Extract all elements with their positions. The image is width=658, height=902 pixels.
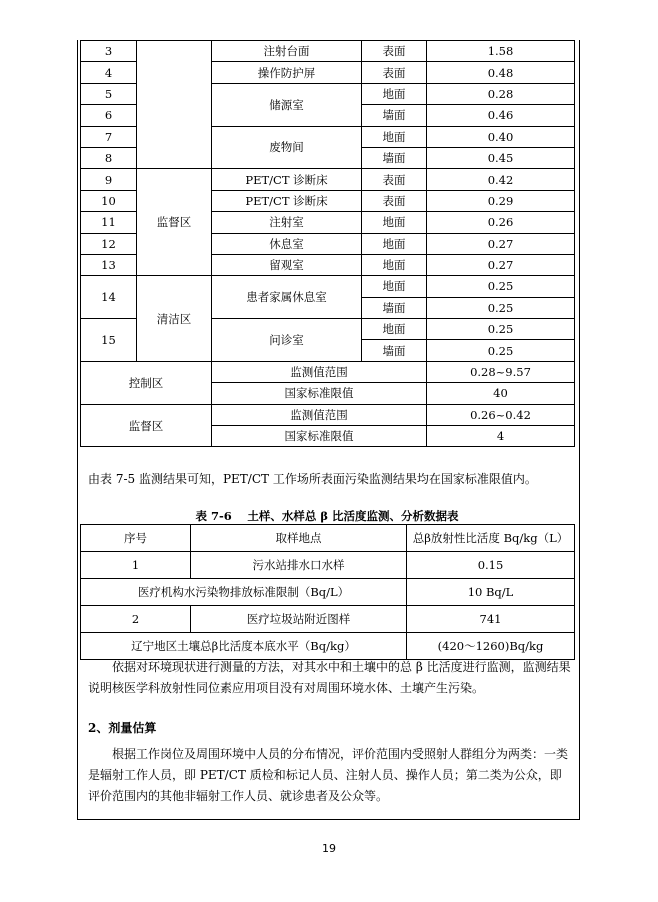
row-number: 12 — [81, 233, 137, 254]
summary-value: 40 — [427, 383, 575, 404]
value-cell: 1.58 — [427, 41, 575, 62]
value-cell: 0.46 — [427, 105, 575, 126]
standard-label: 医疗机构水污染物排放标准限制（Bq/L） — [81, 579, 407, 606]
surface-type-cell: 墙面 — [362, 105, 427, 126]
summary-zone-supervised: 监督区 — [81, 404, 212, 447]
surface-type-cell: 表面 — [362, 41, 427, 62]
surface-type-cell: 表面 — [362, 169, 427, 190]
header-row — [81, 525, 575, 552]
surface-type-cell: 墙面 — [362, 297, 427, 318]
summary-label: 监测值范围 — [212, 404, 427, 425]
location-cell: 操作防护屏 — [212, 62, 362, 83]
surface-type-cell: 地面 — [362, 254, 427, 275]
surface-type-cell: 表面 — [362, 62, 427, 83]
section-heading: 2、剂量估算 — [88, 721, 157, 735]
standard-label: 辽宁地区土壤总β比活度本底水平（Bq/kg） — [81, 633, 407, 660]
value-cell: 741 — [407, 606, 575, 633]
table-row — [81, 606, 575, 633]
surface-type-cell: 地面 — [362, 276, 427, 297]
row-number: 11 — [81, 212, 137, 233]
table-caption: 表 7-6 土样、水样总 β 比活度监测、分析数据表 — [195, 509, 459, 523]
zone-cell-supervised: 监督区 — [137, 169, 212, 276]
summary-row — [81, 361, 575, 382]
value-cell: 0.25 — [427, 276, 575, 297]
page-number: 19 — [322, 842, 336, 855]
value-cell: 0.25 — [427, 319, 575, 340]
row-number: 3 — [81, 41, 137, 62]
table-row — [81, 169, 575, 190]
value-cell: 0.27 — [427, 254, 575, 275]
summary-row — [81, 404, 575, 425]
value-cell: 0.28 — [427, 83, 575, 104]
row-number: 6 — [81, 105, 137, 126]
row-number: 15 — [81, 319, 137, 362]
value-cell: 0.29 — [427, 190, 575, 211]
summary-label: 国家标准限值 — [212, 426, 427, 447]
location-cell: 废物间 — [212, 126, 362, 169]
table-row — [81, 552, 575, 579]
surface-type-cell: 地面 — [362, 319, 427, 340]
row-number: 7 — [81, 126, 137, 147]
summary-label: 国家标准限值 — [212, 383, 427, 404]
value-cell: 0.27 — [427, 233, 575, 254]
surface-type-cell: 地面 — [362, 126, 427, 147]
surface-type-cell: 墙面 — [362, 147, 427, 168]
value-cell: 0.42 — [427, 169, 575, 190]
value-cell: (420～1260)Bq/kg — [407, 633, 575, 660]
summary-label: 监测值范围 — [212, 361, 427, 382]
header-value: 总β放射性比活度 Bq/kg（L） — [407, 525, 575, 552]
surface-type-cell: 地面 — [362, 212, 427, 233]
location-cell: 储源室 — [212, 83, 362, 126]
location-cell: PET/CT 诊断床 — [212, 169, 362, 190]
row-number: 14 — [81, 276, 137, 319]
value-cell: 0.26 — [427, 212, 575, 233]
row-number: 10 — [81, 190, 137, 211]
dose-paragraph: 根据工作岗位及周围环境中人员的分布情况，评价范围内受照射人群组分为两类：一类是辐射工作人员，即 PET/CT 质检和标记人员、注射人员、操作人员；第二类为公众，即评价范围内的其他非辐射工作人员、就诊患者及公众等。 — [88, 747, 569, 803]
conclusion-paragraph: 依据对环境现状进行测量的方法，对其水中和土壤中的总 β 比活度进行监测，监测结果说明核医学科放射性同位素应用项目没有对周围环境水体、土壤产生污染。 — [88, 660, 571, 695]
location-cell: 污水站排水口水样 — [191, 552, 407, 579]
value-cell: 0.25 — [427, 340, 575, 361]
row-number: 9 — [81, 169, 137, 190]
location-cell: 留观室 — [212, 254, 362, 275]
location-cell: 医疗垃圾站附近图样 — [191, 606, 407, 633]
table-row — [81, 41, 575, 62]
row-number: 2 — [81, 606, 191, 633]
location-cell: 患者家属休息室 — [212, 276, 362, 319]
location-cell: 休息室 — [212, 233, 362, 254]
table-row — [81, 579, 575, 606]
table-note: 由表 7-5 监测结果可知，PET/CT 工作场所表面污染监测结果均在国家标准限值内。 — [88, 472, 537, 486]
location-cell: 注射室 — [212, 212, 362, 233]
summary-value: 4 — [427, 426, 575, 447]
summary-value: 0.26~0.42 — [427, 404, 575, 425]
value-cell: 0.45 — [427, 147, 575, 168]
surface-type-cell: 墙面 — [362, 340, 427, 361]
row-number: 13 — [81, 254, 137, 275]
surface-type-cell: 地面 — [362, 83, 427, 104]
surface-type-cell: 表面 — [362, 190, 427, 211]
row-number: 1 — [81, 552, 191, 579]
table-row — [81, 633, 575, 660]
row-number: 5 — [81, 83, 137, 104]
summary-value: 0.28~9.57 — [427, 361, 575, 382]
value-cell: 0.15 — [407, 552, 575, 579]
value-cell: 10 Bq/L — [407, 579, 575, 606]
row-number: 4 — [81, 62, 137, 83]
value-cell: 0.40 — [427, 126, 575, 147]
value-cell: 0.48 — [427, 62, 575, 83]
location-cell: 问诊室 — [212, 319, 362, 362]
surface-type-cell: 地面 — [362, 233, 427, 254]
location-cell: PET/CT 诊断床 — [212, 190, 362, 211]
surface-contamination-table — [80, 40, 575, 447]
location-cell: 注射台面 — [212, 41, 362, 62]
zone-cell-control-upper — [137, 41, 212, 169]
value-cell: 0.25 — [427, 297, 575, 318]
header-number: 序号 — [81, 525, 191, 552]
row-number: 8 — [81, 147, 137, 168]
table-row — [81, 276, 575, 297]
beta-activity-table — [80, 524, 575, 660]
zone-cell-clean: 清洁区 — [137, 276, 212, 362]
header-location: 取样地点 — [191, 525, 407, 552]
summary-zone-control: 控制区 — [81, 361, 212, 404]
